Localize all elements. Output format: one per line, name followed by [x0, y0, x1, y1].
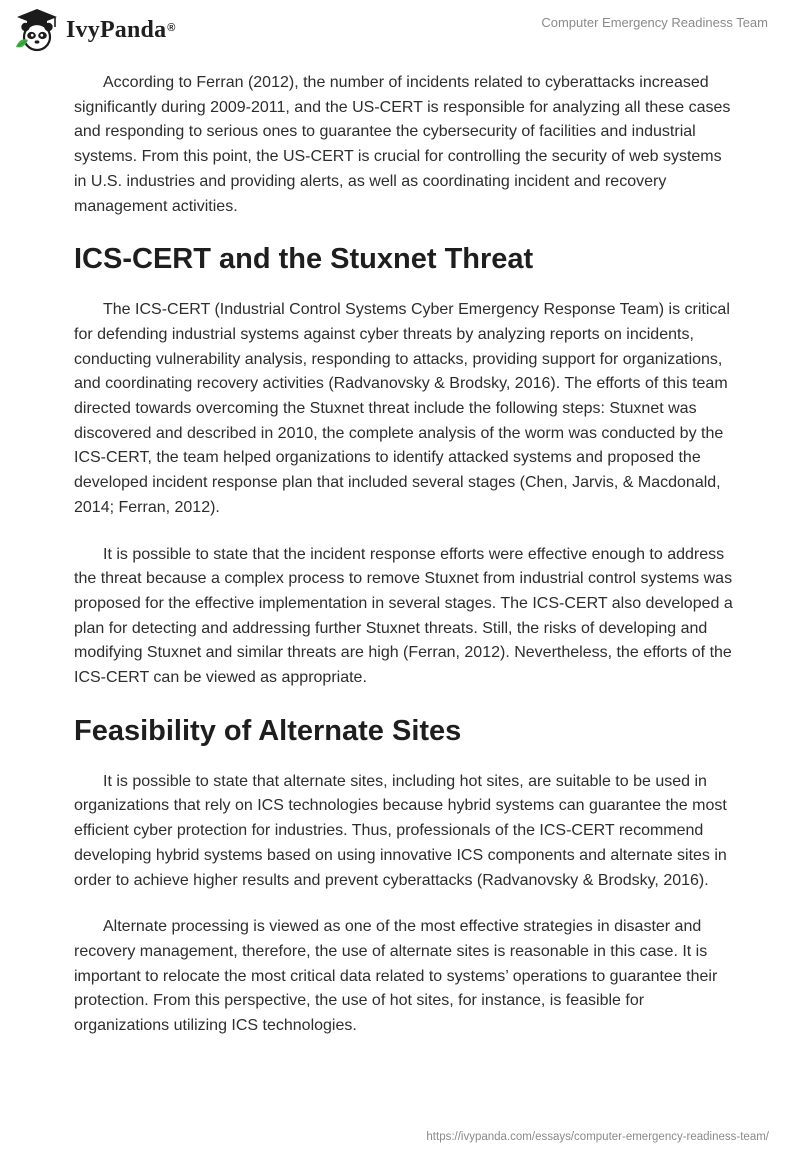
paragraph-incident-response: It is possible to state that the incident response efforts were effective enough to address the threat because a complex process to remove Stuxnet from industrial control systems was proposed for the effective implementation in several stages. The ICS-CERT also developed a plan for detecting and addressing further Stuxnet threats. Still, the risks of developing and modifying Stuxnet and similar threats are high (Ferran, 2012). Nevertheless, the efforts of the ICS-CERT can be viewed as appropriate.	[74, 545, 733, 687]
paragraph-hybrid-systems: It is possible to state that alternate sites, including hot sites, are suitable to be used in organizations that rely on ICS technologies because hybrid systems can guarantee the most efficient cyber protection for industries. Thus, professionals of the ICS-CERT recommend developing hybrid systems based on using innovative ICS components and alternate sites in order to achieve higher results and prevent cyberattacks (Radvanovsky & Brodsky, 2016).	[74, 772, 727, 889]
paragraph-ics-cert-role: The ICS-CERT (Industrial Control Systems Cyber Emergency Response Team) is critical for defending industrial systems against cyber threats by analyzing reports on incidents, conducting vulnerability analysis, responding to attacks, providing support for organizations, and coordinating recovery activities (Radvanovsky & Brodsky, 2016). The efforts of this team directed towards overcoming the Stuxnet threat include the following steps: Stuxnet was discovered and described in 2010, the complete analysis of the worm was conducted by the ICS-CERT, the team helped organizations to identify attacked systems and proposed the developed incident response plan that included several stages (Chen, Jarvis, & Macdonald, 2014; Ferran, 2012).	[74, 301, 730, 516]
document-title: Computer Emergency Readiness Team	[541, 15, 768, 30]
section-heading-alternate-sites: Feasibility of Alternate Sites	[74, 714, 462, 747]
page-header	[0, 0, 800, 60]
intro-paragraph: According to Ferran (2012), the number of incidents related to cyberattacks increased significantly during 2009-2011, and the US-CERT is responsible for analyzing all these cases and responding to serious ones to guarantee the cybersecurity of facilities and industrial systems. From this point, the US-CERT is crucial for controlling the security of web systems in U.S. industries and providing alerts, as well as coordinating incident and recovery management activities.	[74, 74, 731, 215]
ivypanda-logo[interactable]	[14, 6, 175, 54]
paragraph-alternate-processing: Alternate processing is viewed as one of the most effective strategies in disaster and recovery management, therefore, the use of alternate sites is reasonable in this case. It is important to relocate the most critical data related to systems’ operations to guarantee their protection. From this perspective, the use of hot sites, for instance, is feasible for organizations utilizing ICS technologies.	[74, 918, 718, 1035]
section-heading-ics-cert: ICS-CERT and the Stuxnet Threat	[74, 243, 534, 276]
brand-name: IvyPanda	[66, 16, 167, 43]
panda-graduate-icon	[14, 7, 60, 53]
source-url-link[interactable]: https://ivypanda.com/essays/computer-emergency-readiness-team/	[426, 1131, 769, 1143]
essay-content	[74, 71, 734, 1061]
registered-mark: ®	[167, 22, 176, 34]
